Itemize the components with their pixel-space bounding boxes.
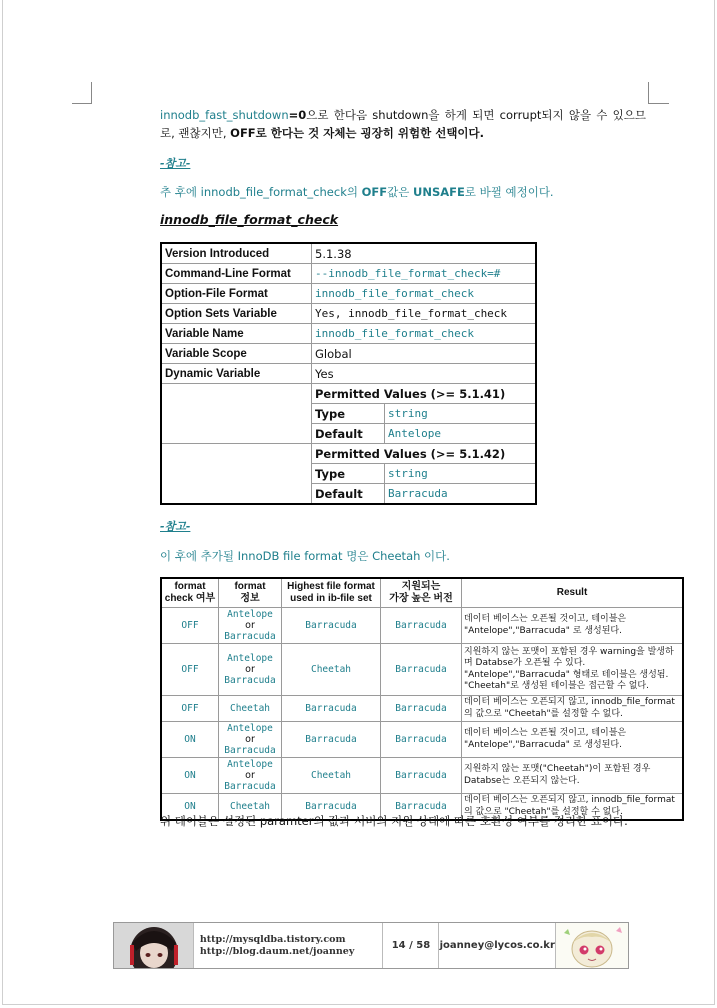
cell-highest: Barracuda bbox=[282, 722, 381, 758]
paragraph-2-b: 값은 bbox=[387, 185, 413, 199]
crop-mark-left bbox=[72, 82, 92, 104]
cell-check: OFF bbox=[161, 696, 219, 722]
permitted-title: Permitted Values (>= 5.1.41) bbox=[312, 384, 535, 404]
type-value: string bbox=[385, 404, 536, 424]
cell-info: Antelope or Barracuda bbox=[219, 644, 282, 696]
author-image-left bbox=[114, 923, 194, 968]
cell-result: 지원하지 않는 포맷("Cheetah")이 포함된 경우 Databse는 오픈되지 않는다. bbox=[462, 758, 684, 794]
author-email[interactable]: joanney@lycos.co.kr bbox=[439, 923, 556, 968]
paragraph-2 bbox=[160, 184, 646, 200]
page-footer bbox=[113, 922, 629, 969]
page-number: 14 / 58 bbox=[383, 923, 439, 968]
row-value: 5.1.38 bbox=[312, 243, 537, 264]
cell-highest: Cheetah bbox=[282, 644, 381, 696]
row-label: Variable Scope bbox=[161, 344, 312, 364]
cell-check: ON bbox=[161, 794, 219, 821]
cell-highest: Barracuda bbox=[282, 696, 381, 722]
paragraph-2-c: 로 바뀔 예정이다. bbox=[464, 185, 554, 199]
paragraph-2-a: 추 후에 innodb_file_format_check의 bbox=[160, 185, 362, 199]
table-row bbox=[161, 608, 683, 644]
table-row bbox=[161, 243, 536, 264]
row-value: Yes, innodb_file_format_check bbox=[312, 304, 537, 324]
header-highest: Highest file format used in ib-file set bbox=[282, 578, 381, 608]
table-row bbox=[161, 644, 683, 696]
default-value: Antelope bbox=[385, 424, 536, 444]
cell-supported: Barracuda bbox=[381, 758, 462, 794]
row-value: Yes bbox=[312, 364, 537, 384]
cell-supported: Barracuda bbox=[381, 722, 462, 758]
crop-mark-right bbox=[648, 82, 669, 104]
type-label: Type bbox=[312, 404, 385, 424]
cell-highest: Cheetah bbox=[282, 758, 381, 794]
paragraph-3: 이 후에 추가될 InnoDB file format 명은 Cheetah 이다. bbox=[160, 549, 450, 563]
cell-result: 데이터 베이스는 오픈될 것이고, 테이블은 "Antelope","Barracuda" 로 생성된다. bbox=[462, 608, 684, 644]
default-label: Default bbox=[312, 484, 385, 504]
note-label-1: -참고- bbox=[160, 157, 191, 170]
cell-highest: Barracuda bbox=[282, 608, 381, 644]
table-header-row bbox=[161, 578, 683, 608]
blog-link-tistory[interactable]: http://mysqldba.tistory.com bbox=[199, 934, 346, 945]
cell-info: Antelope or Barracuda bbox=[219, 722, 282, 758]
table-row bbox=[161, 758, 683, 794]
header-supported: 지원되는 가장 높은 버전 bbox=[381, 578, 462, 608]
row-value: innodb_file_format_check bbox=[312, 284, 537, 304]
cell-supported: Barracuda bbox=[381, 608, 462, 644]
character-portrait-icon bbox=[114, 923, 194, 968]
row-label: Version Introduced bbox=[161, 243, 312, 264]
cell-result: 데이터 베이스는 오픈되지 않고, innodb_file_format의 값으로 "Cheetah"를 설정할 수 없다. bbox=[462, 794, 684, 821]
default-value: Barracuda bbox=[385, 484, 536, 504]
blog-link-daum[interactable]: http://blog.daum.net/joanney bbox=[199, 946, 355, 957]
row-label: Option Sets Variable bbox=[161, 304, 312, 324]
table-row bbox=[161, 344, 536, 364]
cell-supported: Barracuda bbox=[381, 644, 462, 696]
author-image-right bbox=[556, 923, 628, 968]
footer-links bbox=[194, 923, 384, 968]
section-heading: innodb_file_format_check bbox=[160, 212, 339, 227]
paragraph-1-text: 으로 한다음 shutdown을 하게 되면 corrupt되지 않을 수 있으므로, 괜찮지만, bbox=[160, 108, 646, 140]
cell-info: Cheetah bbox=[219, 794, 282, 821]
compat-table bbox=[160, 577, 684, 821]
cell-highest: Barracuda bbox=[282, 794, 381, 821]
cell-check: ON bbox=[161, 722, 219, 758]
header-info: format 정보 bbox=[219, 578, 282, 608]
cell-check: OFF bbox=[161, 608, 219, 644]
paragraph-1-warning: OFF로 한다는 것 자체는 굉장히 위험한 선택이다. bbox=[230, 126, 485, 140]
row-label: Dynamic Variable bbox=[161, 364, 312, 384]
row-value: Global bbox=[312, 344, 537, 364]
empty-cell bbox=[161, 384, 312, 444]
permitted-values-1 bbox=[161, 384, 536, 444]
table-row bbox=[161, 364, 536, 384]
cell-result: 지원하지 않는 포맷이 포함된 경우 warning을 발생하며 Databse가 오픈될 수 있다. "Antelope","Barracuda" 형태로 테이블은 생성됨. "Cheetah"로 생성된 테이블은 접근할 수 없다. bbox=[462, 644, 684, 696]
row-label: Command-Line Format bbox=[161, 264, 312, 284]
row-value: --innodb_file_format_check=# bbox=[312, 264, 537, 284]
type-label: Type bbox=[312, 464, 385, 484]
paragraph-1 bbox=[160, 106, 646, 142]
cell-supported: Barracuda bbox=[381, 794, 462, 821]
cell-info: Cheetah bbox=[219, 696, 282, 722]
paragraph-4: 위 테이블은 설정된 paramter의 값과 서버의 지원 상태에 따른 호환성 여부를 정리한 표이다. bbox=[160, 814, 628, 828]
cell-result: 데이터 베이스는 오픈될 것이고, 테이블은 "Antelope","Barracuda" 로 생성된다. bbox=[462, 722, 684, 758]
permitted-values-2 bbox=[161, 444, 536, 505]
table-row bbox=[161, 304, 536, 324]
cell-supported: Barracuda bbox=[381, 696, 462, 722]
cell-result: 데이터 베이스는 오픈되지 않고, innodb_file_format의 값으로 "Cheetah"를 설정할 수 없다. bbox=[462, 696, 684, 722]
cell-check: ON bbox=[161, 758, 219, 794]
table-row bbox=[161, 722, 683, 758]
row-value: innodb_file_format_check bbox=[312, 324, 537, 344]
table-row bbox=[161, 264, 536, 284]
default-label: Default bbox=[312, 424, 385, 444]
cell-info: Antelope or Barracuda bbox=[219, 608, 282, 644]
row-label: Option-File Format bbox=[161, 284, 312, 304]
header-check: format check 여부 bbox=[161, 578, 219, 608]
paragraph-2-off: OFF bbox=[361, 185, 388, 199]
cell-info: Antelope or Barracuda bbox=[219, 758, 282, 794]
cartoon-character-icon bbox=[556, 923, 628, 968]
header-result: Result bbox=[462, 578, 684, 608]
param-name: innodb_fast_shutdown bbox=[160, 108, 289, 122]
table-row bbox=[161, 284, 536, 304]
cell-check: OFF bbox=[161, 644, 219, 696]
type-value: string bbox=[385, 464, 536, 484]
param-value: =0 bbox=[288, 108, 307, 122]
paragraph-2-unsafe: UNSAFE bbox=[413, 185, 465, 199]
row-label: Variable Name bbox=[161, 324, 312, 344]
table-row bbox=[161, 696, 683, 722]
option-table bbox=[160, 242, 537, 505]
table-row bbox=[161, 324, 536, 344]
note-label-2: -참고- bbox=[160, 520, 191, 533]
empty-cell bbox=[161, 444, 312, 505]
permitted-title: Permitted Values (>= 5.1.42) bbox=[312, 444, 535, 464]
